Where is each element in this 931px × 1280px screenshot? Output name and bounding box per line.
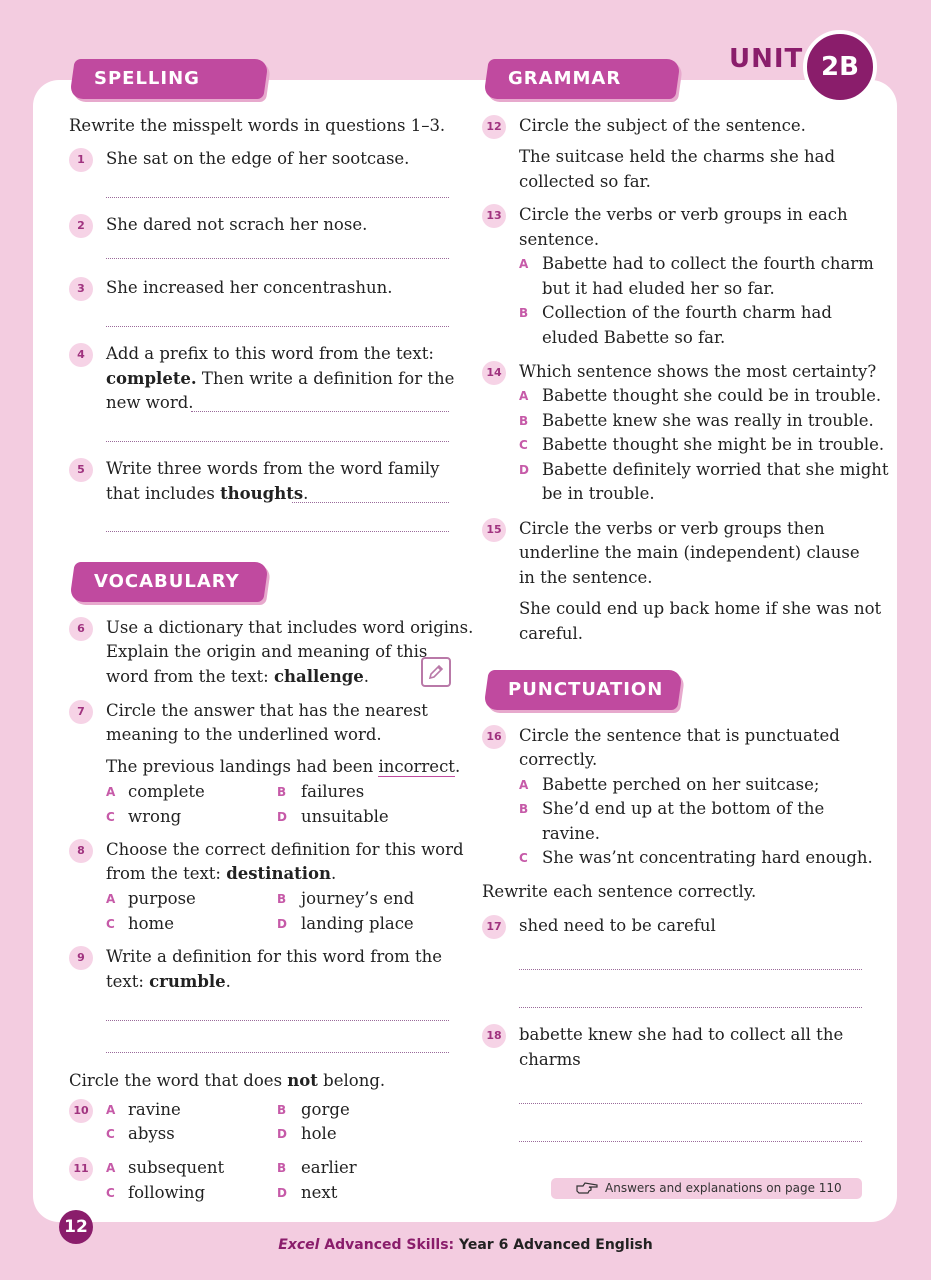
option-text[interactable]: failures bbox=[301, 782, 365, 801]
option-text[interactable]: ravine bbox=[128, 1100, 181, 1119]
answer-line[interactable] bbox=[106, 197, 449, 198]
option-text[interactable]: Babette perched on her suitcase; bbox=[542, 775, 820, 794]
question-text: in the sentence. bbox=[519, 568, 653, 587]
option-text[interactable]: Collection of the fourth charm had bbox=[542, 303, 832, 322]
option-text[interactable]: Babette had to collect the fourth charm bbox=[542, 254, 874, 273]
option-text[interactable]: ravine. bbox=[542, 824, 600, 843]
option-letter: C bbox=[519, 438, 528, 452]
question-text: Circle the verbs or verb groups then bbox=[519, 519, 825, 538]
footer: Excel Advanced Skills: Year 6 Advanced English bbox=[278, 1237, 653, 1253]
answer-line[interactable] bbox=[106, 441, 449, 442]
question-text: from the text: destination. bbox=[106, 864, 337, 883]
option-text[interactable]: subsequent bbox=[128, 1158, 225, 1177]
vocabulary-banner: VOCABULARY bbox=[69, 562, 269, 602]
option-text[interactable]: Babette thought she could be in trouble. bbox=[542, 386, 882, 405]
option-text[interactable]: next bbox=[301, 1183, 338, 1202]
option-letter: D bbox=[519, 463, 529, 477]
question-text: correctly. bbox=[519, 750, 598, 769]
answer-line[interactable] bbox=[106, 1020, 449, 1021]
question-number: 2 bbox=[69, 214, 93, 238]
question-number: 14 bbox=[482, 361, 506, 385]
question-text: shed need to be careful bbox=[519, 916, 716, 935]
question-number: 8 bbox=[69, 839, 93, 863]
answer-line[interactable] bbox=[519, 969, 862, 970]
question-text: underline the main (independent) clause bbox=[519, 543, 860, 562]
vocabulary-instruction: Circle the word that does not belong. bbox=[69, 1071, 386, 1090]
question-number: 12 bbox=[482, 115, 506, 139]
sample-sentence: careful. bbox=[519, 624, 583, 643]
option-text[interactable]: wrong bbox=[128, 807, 182, 826]
option-letter: C bbox=[519, 851, 528, 865]
sample-sentence: collected so far. bbox=[519, 172, 651, 191]
sample-sentence: She could end up back home if she was not bbox=[519, 599, 882, 618]
question-number: 3 bbox=[69, 277, 93, 301]
option-letter: C bbox=[106, 1127, 115, 1141]
option-letter: C bbox=[106, 810, 115, 824]
answers-note-text: Answers and explanations on page 110 bbox=[605, 1181, 842, 1195]
question-text: Write three words from the word family bbox=[106, 459, 440, 478]
question-text: sentence. bbox=[519, 230, 600, 249]
answer-line[interactable] bbox=[106, 258, 449, 259]
unit-label: UNIT bbox=[729, 44, 804, 74]
option-text[interactable]: following bbox=[128, 1183, 206, 1202]
option-text[interactable]: unsuitable bbox=[301, 807, 389, 826]
option-letter: A bbox=[519, 778, 529, 792]
spelling-instruction: Rewrite the misspelt words in questions 1–3. bbox=[69, 116, 446, 135]
sample-sentence: The previous landings had been incorrect. bbox=[106, 757, 461, 776]
question-text: text: crumble. bbox=[106, 972, 231, 991]
option-text[interactable]: Babette knew she was really in trouble. bbox=[542, 411, 874, 430]
question-number: 15 bbox=[482, 518, 506, 542]
option-letter: B bbox=[519, 414, 529, 428]
punctuation-banner: PUNCTUATION bbox=[483, 670, 683, 710]
question-text: Circle the sentence that is punctuated bbox=[519, 726, 840, 745]
question-text: charms bbox=[519, 1050, 581, 1069]
sample-sentence: The suitcase held the charms she had bbox=[519, 147, 836, 166]
question-number: 16 bbox=[482, 725, 506, 749]
option-text[interactable]: purpose bbox=[128, 889, 196, 908]
option-text[interactable]: be in trouble. bbox=[542, 484, 655, 503]
question-number: 1 bbox=[69, 148, 93, 172]
option-text[interactable]: eluded Babette so far. bbox=[542, 328, 726, 347]
option-letter: D bbox=[277, 917, 287, 931]
option-letter: D bbox=[277, 1186, 287, 1200]
question-text: complete. Then write a definition for the bbox=[106, 369, 455, 388]
question-text: babette knew she had to collect all the bbox=[519, 1025, 844, 1044]
unit-badge: 2B bbox=[803, 30, 877, 104]
question-text: that includes thoughts. bbox=[106, 484, 309, 503]
question-text: new word. bbox=[106, 393, 194, 412]
pointing-hand-icon bbox=[575, 1181, 599, 1196]
answer-line[interactable] bbox=[519, 1141, 862, 1142]
option-letter: A bbox=[106, 1103, 116, 1117]
question-text: She sat on the edge of her sootcase. bbox=[106, 149, 410, 168]
question-number: 17 bbox=[482, 915, 506, 939]
page-number: 12 bbox=[59, 1210, 93, 1244]
option-letter: B bbox=[519, 306, 529, 320]
question-number: 10 bbox=[69, 1099, 93, 1123]
option-text[interactable]: She’d end up at the bottom of the bbox=[542, 799, 825, 818]
question-text: Circle the subject of the sentence. bbox=[519, 116, 806, 135]
question-text: Circle the answer that has the nearest bbox=[106, 701, 428, 720]
question-number: 4 bbox=[69, 343, 93, 367]
answer-line[interactable] bbox=[292, 502, 449, 503]
punctuation-instruction: Rewrite each sentence correctly. bbox=[482, 882, 757, 901]
option-text[interactable]: abyss bbox=[128, 1124, 175, 1143]
option-letter: D bbox=[277, 1127, 287, 1141]
option-letter: D bbox=[277, 810, 287, 824]
question-number: 13 bbox=[482, 204, 506, 228]
option-text[interactable]: landing place bbox=[301, 914, 414, 933]
question-text: Write a definition for this word from the bbox=[106, 947, 443, 966]
option-letter: B bbox=[277, 1161, 287, 1175]
option-text[interactable]: home bbox=[128, 914, 174, 933]
option-text[interactable]: hole bbox=[301, 1124, 337, 1143]
question-number: 7 bbox=[69, 700, 93, 724]
option-text[interactable]: complete bbox=[128, 782, 205, 801]
answer-line[interactable] bbox=[106, 326, 449, 327]
answer-line[interactable] bbox=[519, 1007, 862, 1008]
option-text[interactable]: Babette thought she might be in trouble. bbox=[542, 435, 885, 454]
pencil-icon bbox=[421, 657, 451, 687]
question-text: Explain the origin and meaning of this bbox=[106, 642, 428, 661]
answer-line[interactable] bbox=[191, 411, 449, 412]
option-letter: A bbox=[106, 892, 116, 906]
question-text: She increased her concentrashun. bbox=[106, 278, 393, 297]
question-number: 9 bbox=[69, 946, 93, 970]
option-text[interactable]: journey’s end bbox=[301, 889, 415, 908]
option-letter: C bbox=[106, 1186, 115, 1200]
option-letter: A bbox=[519, 389, 529, 403]
question-number: 18 bbox=[482, 1024, 506, 1048]
option-letter: A bbox=[106, 1161, 116, 1175]
option-text[interactable]: but it had eluded her so far. bbox=[542, 279, 775, 298]
question-number: 6 bbox=[69, 617, 93, 641]
option-text[interactable]: Babette definitely worried that she might bbox=[542, 460, 889, 479]
answers-note[interactable] bbox=[551, 1178, 862, 1199]
question-text: She dared not scrach her nose. bbox=[106, 215, 368, 234]
answer-line[interactable] bbox=[106, 1052, 449, 1053]
option-letter: A bbox=[519, 257, 529, 271]
option-letter: B bbox=[277, 1103, 287, 1117]
option-letter: B bbox=[277, 892, 287, 906]
option-text[interactable]: gorge bbox=[301, 1100, 350, 1119]
question-text: Add a prefix to this word from the text: bbox=[106, 344, 434, 363]
grammar-banner: GRAMMAR bbox=[483, 59, 681, 99]
option-letter: C bbox=[106, 917, 115, 931]
option-text[interactable]: She was’nt concentrating hard enough. bbox=[542, 848, 873, 867]
question-text: Circle the verbs or verb groups in each bbox=[519, 205, 848, 224]
question-text: Use a dictionary that includes word origins. bbox=[106, 618, 474, 637]
option-letter: A bbox=[106, 785, 116, 799]
option-letter: B bbox=[519, 802, 529, 816]
question-number: 5 bbox=[69, 458, 93, 482]
question-text: Choose the correct definition for this word bbox=[106, 840, 464, 859]
spelling-banner: SPELLING bbox=[69, 59, 269, 99]
question-number: 11 bbox=[69, 1157, 93, 1181]
option-text[interactable]: earlier bbox=[301, 1158, 357, 1177]
answer-line[interactable] bbox=[519, 1103, 862, 1104]
question-text: Which sentence shows the most certainty? bbox=[519, 362, 877, 381]
option-letter: B bbox=[277, 785, 287, 799]
question-text: word from the text: challenge. bbox=[106, 667, 370, 686]
answer-line[interactable] bbox=[106, 531, 449, 532]
question-text: meaning to the underlined word. bbox=[106, 725, 382, 744]
